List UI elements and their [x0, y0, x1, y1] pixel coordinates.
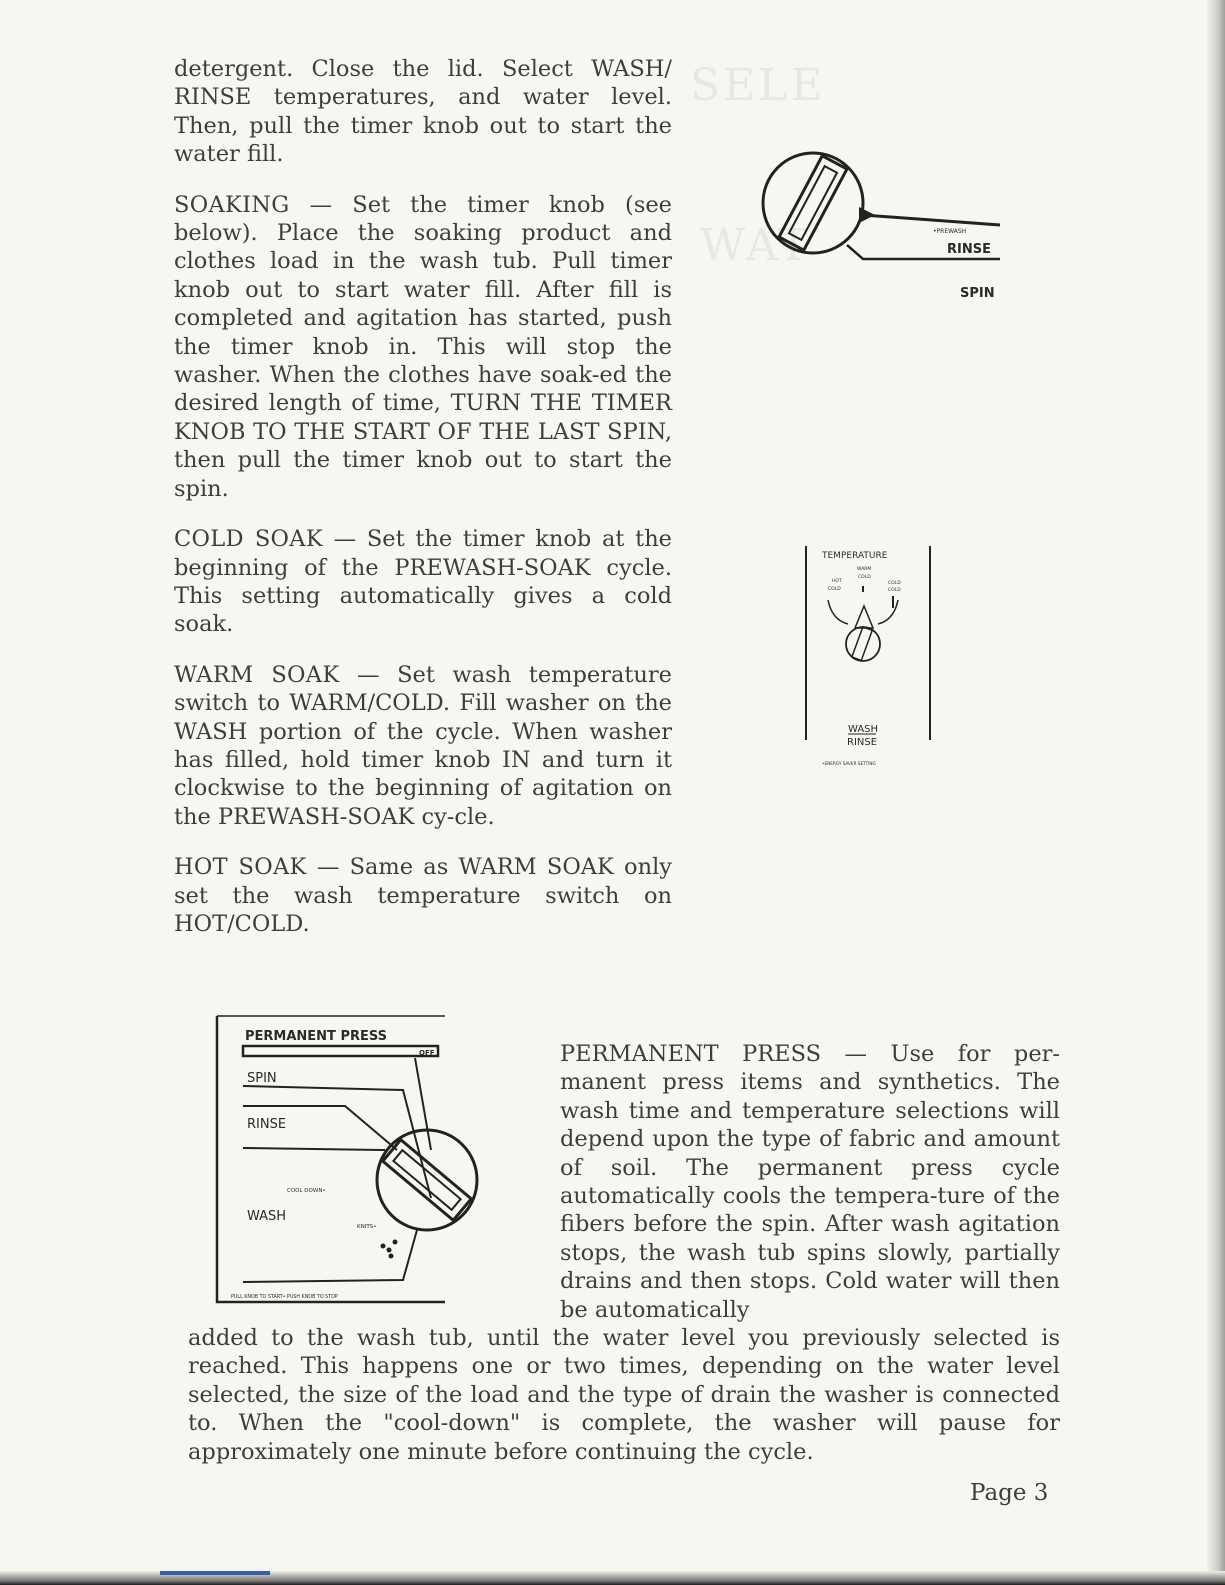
warm-soak-paragraph: WARM SOAK — Set wash temperature switch to WARM/COLD. Fill washer on the WASH portion of the cycle. When washer has filled, hold timer knob IN and turn it clockwise to the beginning of agitation on the PREWASH-SOAK cy-cle. [174, 661, 672, 830]
section-text: Same as WARM SOAK only set the wash temperature switch on HOT/COLD. [174, 854, 672, 937]
wash-label: WASH [247, 1209, 287, 1224]
section-text: Use for per-manent press items and synthetics. The wash time and temperature selections will depend upon the type of fabric and amount of soil. The permanent press cycle automatically cools the tempera-ture of the fibers before the spin. After wash agitation stops, the wash tub spins slowly, partially drains and then stops. Cold water will then be automatically [560, 1041, 1060, 1323]
timer-dial-diagram [755, 145, 1015, 305]
cold-right-top-label: COLD [888, 581, 901, 586]
hot-soak-paragraph: HOT SOAK — Same as WARM SOAK only set the wash temperature switch on HOT/COLD. [174, 854, 672, 937]
section-heading: SOAKING [174, 191, 290, 218]
rinse-label: RINSE [847, 737, 878, 748]
section-text: Set the timer knob at the beginning of the PREWASH-SOAK cycle. This setting automatically gives a cold soak. [174, 526, 673, 638]
hot-label: HOT [832, 579, 842, 584]
section-heading: PERMANENT PRESS [560, 1041, 822, 1067]
cold-left-label: COLD [828, 587, 841, 592]
knits-label: KNITS• [357, 1224, 377, 1230]
bleed-through-text: WAT [700, 220, 811, 271]
page-tab [160, 1571, 270, 1575]
permanent-press-title: PERMANENT PRESS [245, 1029, 388, 1044]
cold-soak-paragraph: COLD SOAK — Set the timer knob at the beginning of the PREWASH-SOAK cycle. This setting automatically gives a cold soak. [174, 526, 673, 638]
section-text: Set wash temperature switch to WARM/COLD. Fill washer on the WASH portion of the cycle. When washer has filled, hold timer knob IN and turn it clockwise to the beginning of agitation on the PREWASH-SOAK cy-cle. [174, 661, 672, 830]
spin-label: SPIN [247, 1071, 277, 1086]
permanent-press-continuation: added to the wash tub, until the water level you previously selected is reached. This happens one or two times, depending on the water level selected, the size of the load and the type of drain the washer is connected to. When the "cool-down" is complete, the washer will pause for approximately one minute before continuing the cycle. [188, 1325, 1060, 1465]
intro-paragraph: detergent. Close the lid. Select WASH/ RINSE temperatures, and water level. Then, pull the timer knob out to start the water fill. [174, 56, 672, 168]
section-text: Set the timer knob (see below). Place the soaking product and clothes load in the wash tub. Pull timer knob out to start water fill. After fill is completed and agitation has started, push the timer knob in. This will stop the washer. When the clothes have soak-ed the desired length of time, TURN THE TIMER KNOB TO THE START OF THE LAST SPIN, then pull the timer knob out to start the spin. [174, 191, 673, 502]
wash-label: WASH [848, 724, 879, 735]
knob-grip-icon [779, 156, 847, 250]
rinse-label: RINSE [947, 242, 991, 257]
section-heading: WARM SOAK [174, 661, 340, 688]
permanent-press-dial-diagram [205, 1010, 505, 1310]
off-label: OFF [419, 1049, 435, 1057]
permanent-press-paragraph: PERMANENT PRESS — Use for per-manent press items and synthetics. The wash time and temperature selections will depend upon the type of fabric and amount of soil. The permanent press cycle automatically cools the tempera-ture of the fibers before the spin. After wash agitation stops, the wash tub spins slowly, partially drains and then stops. Cold water will then be automatically [560, 1041, 1060, 1323]
rinse-label: RINSE [247, 1117, 287, 1132]
soaking-paragraph: SOAKING — Set the timer knob (see below). Place the soaking product and clothes load in the wash tub. Pull timer knob out to start water fill. After fill is completed and agitation has started, push the timer knob in. This will stop the washer. When the clothes have soak-ed the desired length of time, TURN THE TIMER KNOB TO THE START OF THE LAST SPIN, then pull the timer knob out to start the spin. [174, 191, 673, 502]
page-number: Page 3 [970, 1480, 1049, 1506]
cold-right-bottom-label: COLD [888, 588, 901, 593]
energy-saver-footnote: •ENERGY SAVER SETTING [822, 761, 876, 766]
spin-label: SPIN [960, 286, 995, 301]
section-heading: COLD SOAK [174, 526, 323, 553]
section-heading: HOT SOAK [174, 854, 307, 881]
left-text-column [174, 55, 672, 960]
selector-pointer-icon [855, 606, 873, 628]
warm-label: WARM [857, 567, 872, 572]
cold-mid-label: COLD [858, 575, 871, 580]
pull-push-footer: PULL KNOB TO START• PUSH KNOB TO STOP [231, 1295, 338, 1300]
prewash-label: •PREWASH [933, 228, 967, 235]
bleed-through-text: SELE [690, 60, 826, 111]
page-edge [1207, 0, 1225, 1585]
temperature-panel-diagram [800, 540, 950, 775]
temperature-title: TEMPERATURE [822, 551, 888, 561]
cool-down-label: COOL DOWN• [287, 1188, 326, 1194]
